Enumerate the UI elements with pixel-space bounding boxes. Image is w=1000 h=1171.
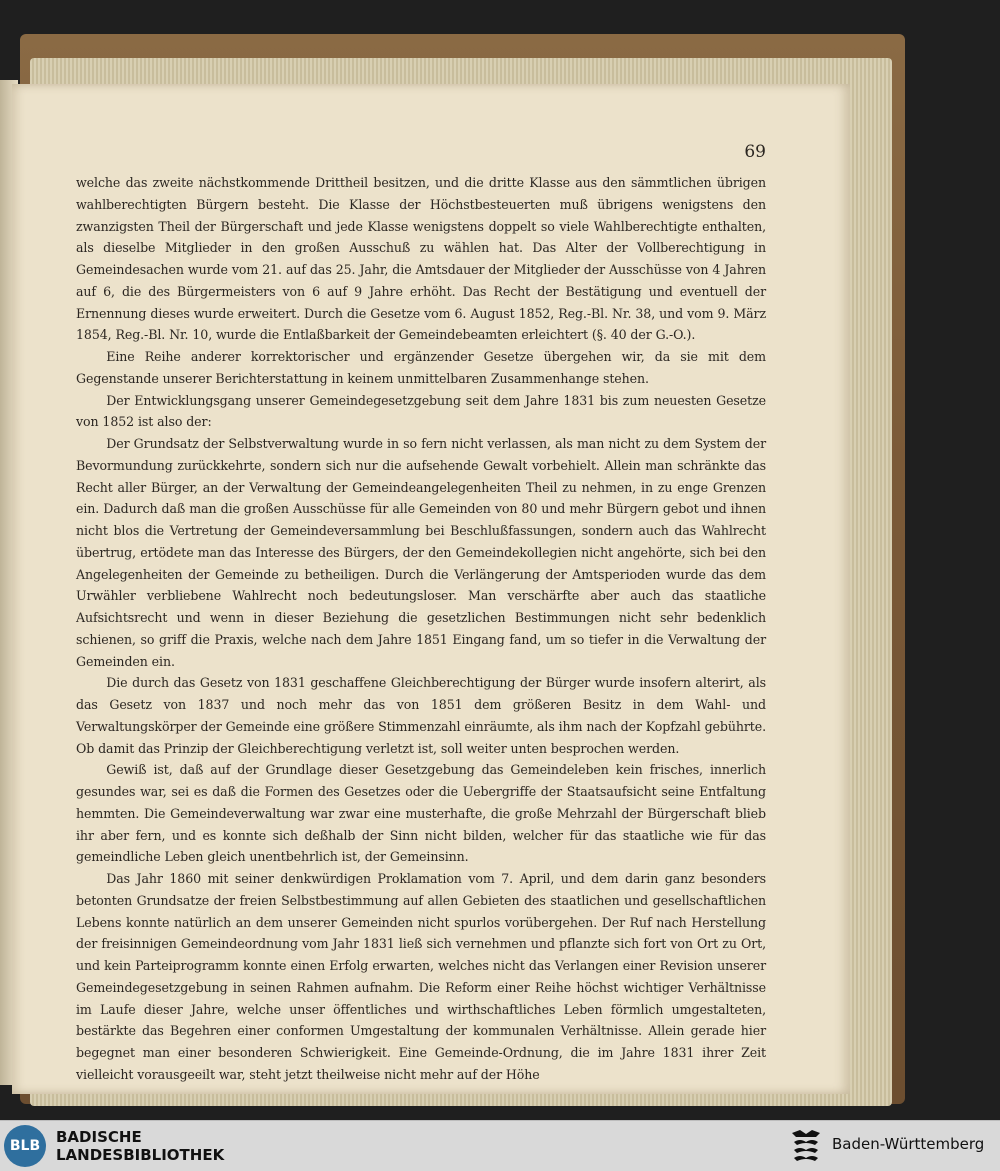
paragraph: Eine Reihe anderer korrektorischer und ergänzender Gesetze übergehen wir, da sie mit dem Gegenstande unserer Berichterstattung in keinem unmittelbaren Zusammenhange stehen. [76, 349, 766, 386]
blb-logo-icon[interactable]: BLB [4, 1125, 46, 1167]
paragraph: Der Grundsatz der Selbstverwaltung wurde in so fern nicht verlassen, als man nicht zu dem System der Bevormundung zurückkehrte, sondern sich nur die aufsehende Gewalt vorbehielt. Allein man schränkte das Recht aller Bürger, an der Verwaltung der Gemeindeangelegenheiten Theil zu nehmen, in zu enge Grenzen ein. Dadurch daß man die großen Ausschüsse für alle Gemeinden von 80 und mehr Bürgern gebot und ihnen nicht blos die Vertretung der Gemeindeversammlung bei Beschlußfassungen, sondern auch das Wahlrecht übertrug, ertödete man das Interesse des Bürgers, der den Gemeindekollegien nicht angehörte, sich bei den Angelegenheiten der Gemeinde zu betheiligen. Durch die Verlängerung der Amtsperioden wurde das dem Urwähler verbliebene Wahlrecht noch bedeutungsloser. Man verschärfte aber auch das staatliche Aufsichtsrecht und wenn in dieser Beziehung die gesetzlichen Bestimmungen nicht sehr bedenklich schienen, so griff die Praxis, welche nach dem Jahre 1851 Eingang fand, um so tiefer in die Verwaltung der Gemeinden ein. [76, 436, 766, 669]
paragraph: Der Entwicklungsgang unserer Gemeindegesetzgebung seit dem Jahre 1831 bis zum neuesten Gesetze von 1852 ist also der: [76, 392, 766, 430]
page-text [76, 172, 766, 1086]
paragraph: Gewiß ist, daß auf der Grundlage dieser Gesetzgebung das Gemeindeleben kein frisches, innerlich gesundes war, sei es daß die Formen des Gesetzes oder die Uebergriffe der Staatsaufsicht seine Entfaltung hemmten. Die Gemeindeverwaltung war zwar eine musterhafte, die große Mehrzahl der Bürgerschaft blieb ihr aber fern, und es konnte sich deßhalb der Sinn nicht bilden, welcher für das staatliche wie für das gemeindliche Leben gleich unentbehrlich ist, der Gemeinsinn. [76, 762, 766, 865]
state-label[interactable]: Baden-Württemberg [832, 1135, 985, 1153]
library-name-line1: BADISCHE [56, 1128, 142, 1146]
book-page [12, 84, 850, 1094]
library-name[interactable] [56, 1128, 224, 1164]
paragraph: Das Jahr 1860 mit seiner denkwürdigen Proklamation vom 7. April, und dem darin ganz besonders betonten Grundsatze der freien Selbstbestimmung auf allen Gebieten des staatlichen und gesellschaftlichen Lebens konnte natürlich an dem unserer Gemeinden nicht spurlos vorübergehen. Der Ruf nach Herstellung der freisinnigen Gemeindeordnung vom Jahr 1831 ließ sich vernehmen und pflanzte sich fort von Ort zu Ort, und kein Parteiprogramm konnte einen Erfolg erwarten, welches nicht das Verlangen einer Revision unserer Gemeindegesetzgebung in seinen Rahmen aufnahm. Die Reform einer Reihe höchst wichtiger Verhältnisse im Laufe dieser Jahre, welche unser öffentliches und wirthschaftliches Leben förmlich umgestalteten, bestärkte das Begehren einer conformen Umgestaltung der kommunalen Verhältnisse. Allein gerade hier begegnet man einer besonderen Schwierigkeit. Eine Gemeinde-Ordnung, die im Jahre 1831 ihrer Zeit vielleicht vorausgeeilt war, steht jetzt theilweise nicht mehr auf der Höhe [76, 871, 766, 1082]
paragraph: welche das zweite nächstkommende Drittheil besitzen, und die dritte Klasse aus den sämmtlichen übrigen wahlberechtigten Bürgern besteht. Die Klasse der Höchstbesteuerten muß übrigens wenigstens den zwanzigsten Theil der Bürgerschaft und jede Klasse wenigstens doppelt so viele Wahlberechtigte enthalten, als dieselbe Mitglieder in den großen Ausschuß zu wählen hat. Das Alter der Vollberechtigung in Gemeindesachen wurde vom 21. auf das 25. Jahr, die Amtsdauer der Mitglieder der Ausschüsse von 4 Jahren auf 6, die des Bürgermeisters von 6 auf 9 Jahre erhöht. Das Recht der Bestätigung und eventuell der Ernennung dieses wurde erweitert. Durch die Gesetze vom 6. August 1852, Reg.-Bl. Nr. 38, und vom 9. März 1854, Reg.-Bl. Nr. 10, wurde die Entlaßbarkeit der Gemeindebeamten erleichtert (§. 40 der G.-O.). [76, 175, 766, 343]
baden-wuerttemberg-emblem-icon[interactable] [788, 1127, 824, 1165]
library-name-line2: LANDESBIBLIOTHEK [56, 1146, 225, 1164]
paragraph: Die durch das Gesetz von 1831 geschaffene Gleichberechtigung der Bürger wurde insofern alterirt, als das Gesetz von 1837 und noch mehr das von 1851 dem größeren Besitz in dem Wahl- und Verwaltungskörper der Gemeinde eine größere Stimmenzahl einräumte, als ihm nach der Kopfzahl gebührte. Ob damit das Prinzip der Gleichberechtigung verletzt ist, soll weiter unten besprochen werden. [76, 675, 766, 756]
footer-bar [0, 1120, 1000, 1171]
page-number: 69 [744, 142, 766, 162]
